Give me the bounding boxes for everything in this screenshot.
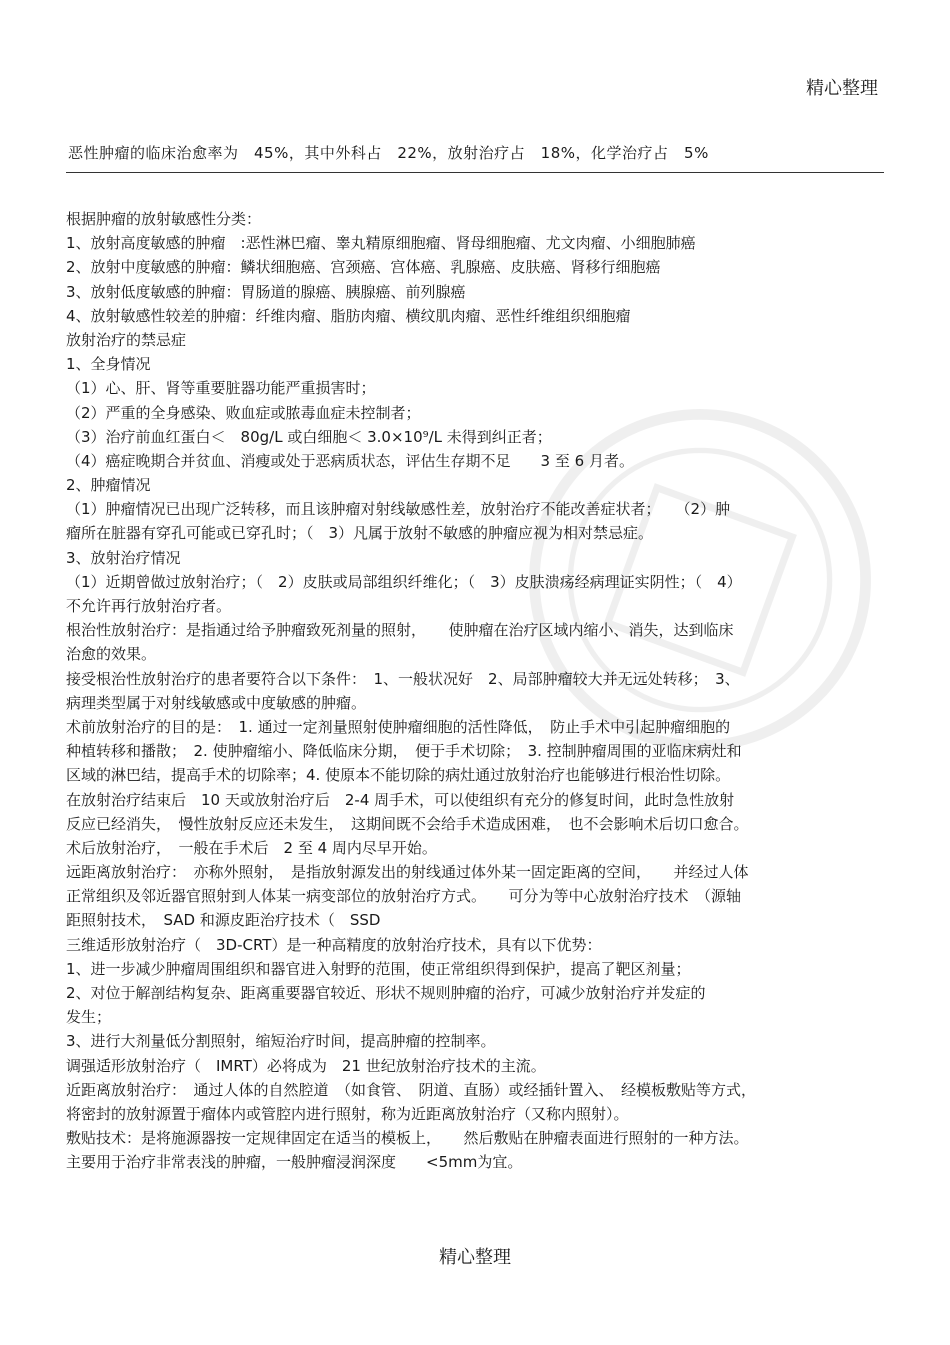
intro-line: 恶性肿瘤的临床治愈率为 45%，其中外科占 22%，放射治疗占 18%，化学治疗占 5%: [68, 144, 709, 162]
text-line: 2、肿瘤情况: [66, 476, 151, 495]
text-line: 近距离放射治疗： 通过人体的自然腔道 （如食管、 阴道、直肠）或经插针置入、 经模板敷贴等方式，: [66, 1080, 757, 1099]
text-line: 3、放射治疗情况: [66, 548, 181, 567]
text-line: （1）心、肝、肾等重要脏器功能严重损害时；: [66, 379, 376, 398]
footer-label: 精心整理: [439, 1247, 511, 1268]
text-line: （2）严重的全身感染、败血症或脓毒血症未控制者；: [66, 403, 421, 422]
body-text: [66, 207, 884, 1175]
text-line: 将密封的放射源置于瘤体内或管腔内进行照射，称为近距离放射治疗（又称内照射）。: [66, 1104, 629, 1123]
header-label: 精心整理: [806, 78, 878, 99]
text-line: 2、放射中度敏感的肿瘤：鳞状细胞癌、宫颈癌、宫体癌、乳腺癌、皮肤癌、肾移行细胞癌: [66, 258, 661, 277]
text-line: 瘤所在脏器有穿孔可能或已穿孔时；（ 3）凡属于放射不敏感的肿瘤应视为相对禁忌症。: [66, 524, 654, 543]
text-line: 反应已经消失， 慢性放射反应还未发生， 这期间既不会给手术造成困难， 也不会影响术后切口愈合。: [66, 814, 749, 833]
text-line: 调强适形放射治疗（ IMRT）必将成为 21 世纪放射治疗技术的主流。: [66, 1056, 546, 1075]
divider: [66, 172, 884, 173]
text-line: 根据肿瘤的放射敏感性分类：: [66, 210, 262, 228]
text-line: （4）癌症晚期合并贫血、消瘦或处于恶病质状态，评估生存期不足 3 至 6 月者。: [66, 451, 634, 470]
text-line: 3、进行大剂量低分割照射，缩短治疗时间，提高肿瘤的控制率。: [66, 1032, 496, 1051]
text-line: 术前放射治疗的目的是： 1. 通过一定剂量照射使肿瘤细胞的活性降低， 防止手术中引起肿瘤细胞的: [66, 717, 731, 736]
text-line: 1、进一步减少肿瘤周围组织和器官进入射野的范围，使正常组织得到保护，提高了靶区剂量；: [66, 959, 691, 978]
text-line: 3、放射低度敏感的肿瘤：胃肠道的腺癌、胰腺癌、前列腺癌: [66, 282, 466, 301]
text-line: 术后放射治疗， 一般在手术后 2 至 4 周内尽早开始。: [66, 838, 437, 857]
text-line: 主要用于治疗非常表浅的肿瘤，一般肿瘤浸润深度 <5mm为宜。: [66, 1153, 523, 1172]
text-line: 在放射治疗结束后 10 天或放射治疗后 2-4 周手术，可以使组织有充分的修复时间，此时急性放射: [66, 790, 735, 809]
text-line: 正常组织及邻近器官照射到人体某一病变部位的放射治疗方式。 可分为等中心放射治疗技术 （源轴: [66, 887, 742, 906]
text-line: 区域的淋巴结，提高手术的切除率；4. 使原本不能切除的病灶通过放射治疗也能够进行根治性切除。: [66, 766, 731, 785]
text-line: 距照射技术， SAD 和源皮距治疗技术（ SSD: [66, 911, 381, 930]
text-line: 不允许再行放射治疗者。: [66, 597, 232, 615]
text-line: 三维适形放射治疗（ 3D-CRT）是一种高精度的放射治疗技术，具有以下优势：: [66, 935, 602, 954]
text-line: （3）治疗前血红蛋白＜ 80g/L 或白细胞＜ 3.0×10⁹/L 未得到纠正者；: [66, 427, 552, 446]
text-line: 接受根治性放射治疗的患者要符合以下条件： 1、一般状况好 2、局部肿瘤较大并无远处转移； 3、: [66, 669, 740, 688]
text-line: 根治性放射治疗：是指通过给予肿瘤致死剂量的照射， 使肿瘤在治疗区域内缩小、消失，达到临床: [66, 621, 734, 640]
text-line: 病理类型属于对射线敏感或中度敏感的肿瘤。: [66, 693, 367, 712]
text-line: （1）近期曾做过放射治疗；（ 2）皮肤或局部组织纤维化；（ 3）皮肤溃疡经病理证实阴性；（ 4）: [66, 572, 742, 591]
text-line: 远距离放射治疗： 亦称外照射， 是指放射源发出的射线通过体外某一固定距离的空间， 并经过人体: [66, 863, 749, 882]
text-line: 敷贴技术：是将施源器按一定规律固定在适当的模板上， 然后敷贴在肿瘤表面进行照射的一种方法。: [66, 1129, 749, 1148]
text-line: 治愈的效果。: [66, 645, 157, 664]
text-line: 1、放射高度敏感的肿瘤 :恶性淋巴瘤、睾丸精原细胞瘤、肾母细胞瘤、尤文肉瘤、小细胞肺癌: [66, 234, 696, 253]
text-line: 2、对位于解剖结构复杂、距离重要器官较近、形状不规则肿瘤的治疗，可减少放射治疗并发症的: [66, 984, 706, 1002]
text-line: 4、放射敏感性较差的肿瘤：纤维肉瘤、脂肪肉瘤、横纹肌肉瘤、恶性纤维组织细胞瘤: [66, 306, 631, 325]
text-line: 1、全身情况: [66, 355, 151, 374]
text-line: （1）肿瘤情况已出现广泛转移，而且该肿瘤对射线敏感性差，放射治疗不能改善症状者； （2）肿: [66, 500, 731, 519]
text-line: 放射治疗的禁忌症: [66, 330, 187, 349]
text-line: 发生；: [66, 1008, 112, 1027]
text-line: 种植转移和播散； 2. 使肿瘤缩小、降低临床分期， 便于手术切除； 3. 控制肿瘤周围的亚临床病灶和: [66, 742, 742, 761]
